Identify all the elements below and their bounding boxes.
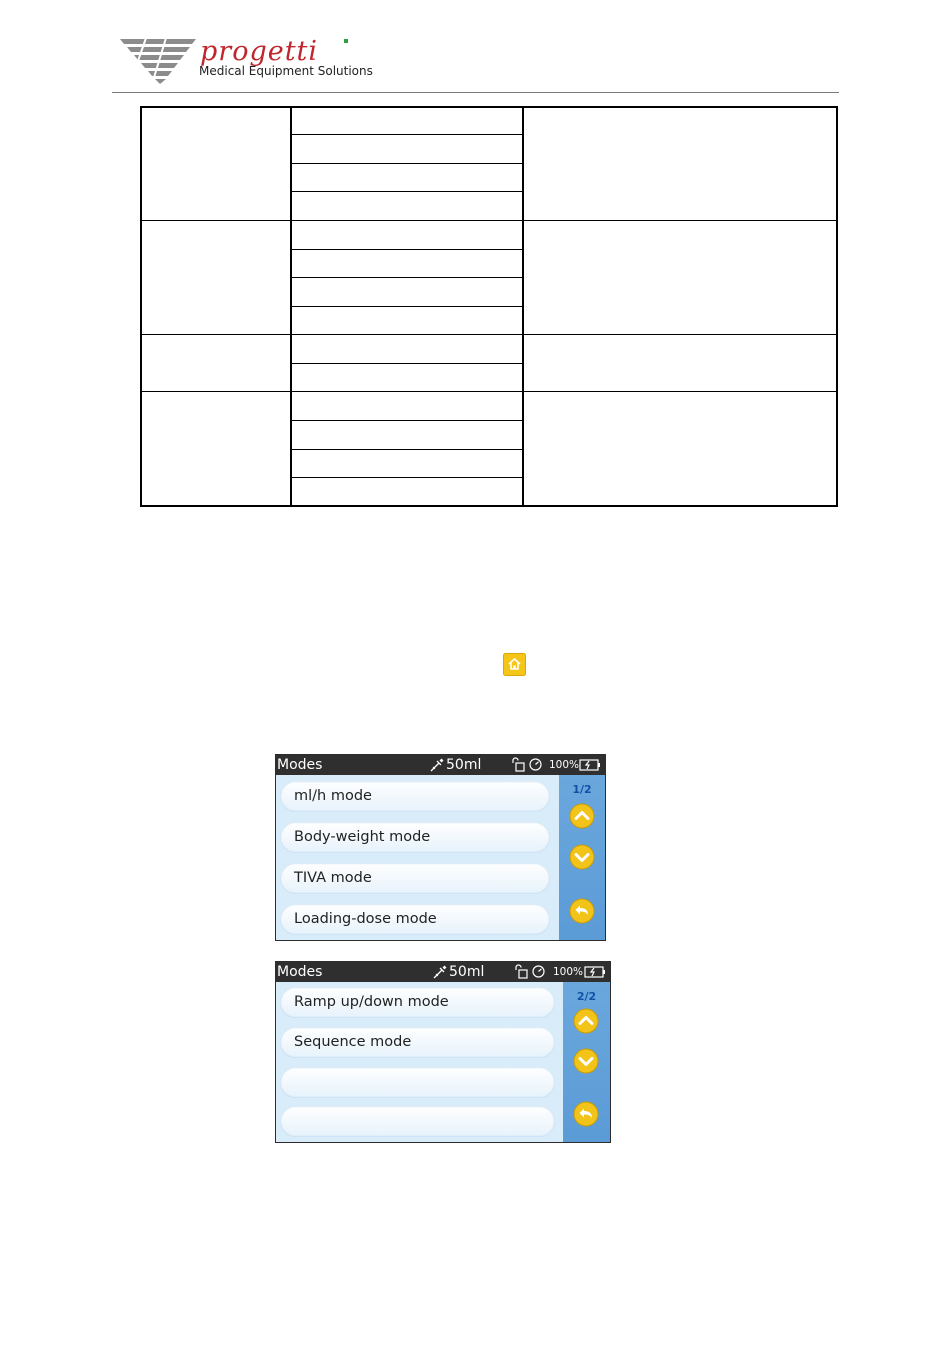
back-arrow-icon[interactable]: [573, 1101, 599, 1127]
table-group-divider: [140, 334, 838, 335]
navigation-panel: [563, 982, 610, 1142]
table-group-divider: [140, 391, 838, 392]
table-border-top: [140, 106, 838, 108]
mode-item-tiva[interactable]: [280, 863, 550, 894]
table-row-divider: [290, 163, 523, 164]
battery-icon: [584, 966, 606, 978]
battery-percent: 100%: [553, 966, 584, 978]
mode-item-label: ml/h mode: [294, 788, 372, 804]
header-divider: [112, 92, 839, 93]
page-indicator: 2/2: [576, 990, 597, 1003]
back-arrow-icon[interactable]: [569, 898, 595, 924]
mode-item-ml-h[interactable]: [280, 781, 550, 812]
mode-item-body-weight[interactable]: [280, 822, 550, 853]
table-row-divider: [290, 277, 523, 278]
table-row-divider: [290, 449, 523, 450]
chevron-down-icon[interactable]: [569, 844, 595, 870]
battery-percent: 100%: [549, 759, 580, 771]
table-row-divider: [290, 191, 523, 192]
table-row-divider: [290, 420, 523, 421]
chevron-up-icon[interactable]: [569, 803, 595, 829]
chevron-down-icon[interactable]: [573, 1048, 599, 1074]
mode-item-sequence[interactable]: [280, 1027, 555, 1058]
screen-title: Modes: [277, 964, 323, 980]
mode-item-empty: [280, 1067, 555, 1098]
lock-icon: [511, 757, 525, 772]
mode-item-label: TIVA mode: [294, 870, 372, 886]
syringe-icon: [432, 964, 448, 980]
logo-subtitle: Medical Equipment Solutions: [199, 64, 373, 78]
pressure-gauge-icon: [529, 758, 542, 771]
mode-item-label: Body-weight mode: [294, 829, 431, 845]
spec-table: [140, 106, 838, 507]
table-row-divider: [290, 134, 523, 135]
mode-item-label: Loading-dose mode: [294, 911, 437, 927]
mode-item-ramp[interactable]: [280, 987, 555, 1018]
table-group-divider: [140, 220, 838, 221]
modes-screen-page-1: [275, 754, 606, 941]
home-icon: [503, 653, 526, 676]
syringe-volume: 50ml: [446, 757, 482, 773]
table-border-left: [140, 106, 142, 507]
battery-icon: [579, 759, 601, 771]
mode-item-label: Ramp up/down mode: [294, 994, 449, 1010]
navigation-panel: [559, 775, 605, 940]
status-bar: [276, 755, 605, 775]
table-row-divider: [290, 249, 523, 250]
chevron-up-icon[interactable]: [573, 1008, 599, 1034]
syringe-icon: [429, 757, 445, 773]
logo-wordmark: progetti: [200, 36, 319, 67]
table-row-divider: [290, 477, 523, 478]
pressure-gauge-icon: [532, 965, 545, 978]
table-row-divider: [290, 306, 523, 307]
modes-screen-page-2: [275, 961, 611, 1143]
syringe-volume: 50ml: [449, 964, 485, 980]
table-border-bottom: [140, 505, 838, 507]
table-row-divider: [290, 363, 523, 364]
screen-title: Modes: [277, 757, 323, 773]
mode-item-empty: [280, 1106, 555, 1137]
page-indicator: 1/2: [572, 783, 592, 796]
table-border-right: [836, 106, 838, 507]
mode-item-loading-dose[interactable]: [280, 904, 550, 935]
mode-item-label: Sequence mode: [294, 1034, 412, 1050]
lock-icon: [514, 964, 528, 979]
status-bar: [276, 962, 610, 982]
